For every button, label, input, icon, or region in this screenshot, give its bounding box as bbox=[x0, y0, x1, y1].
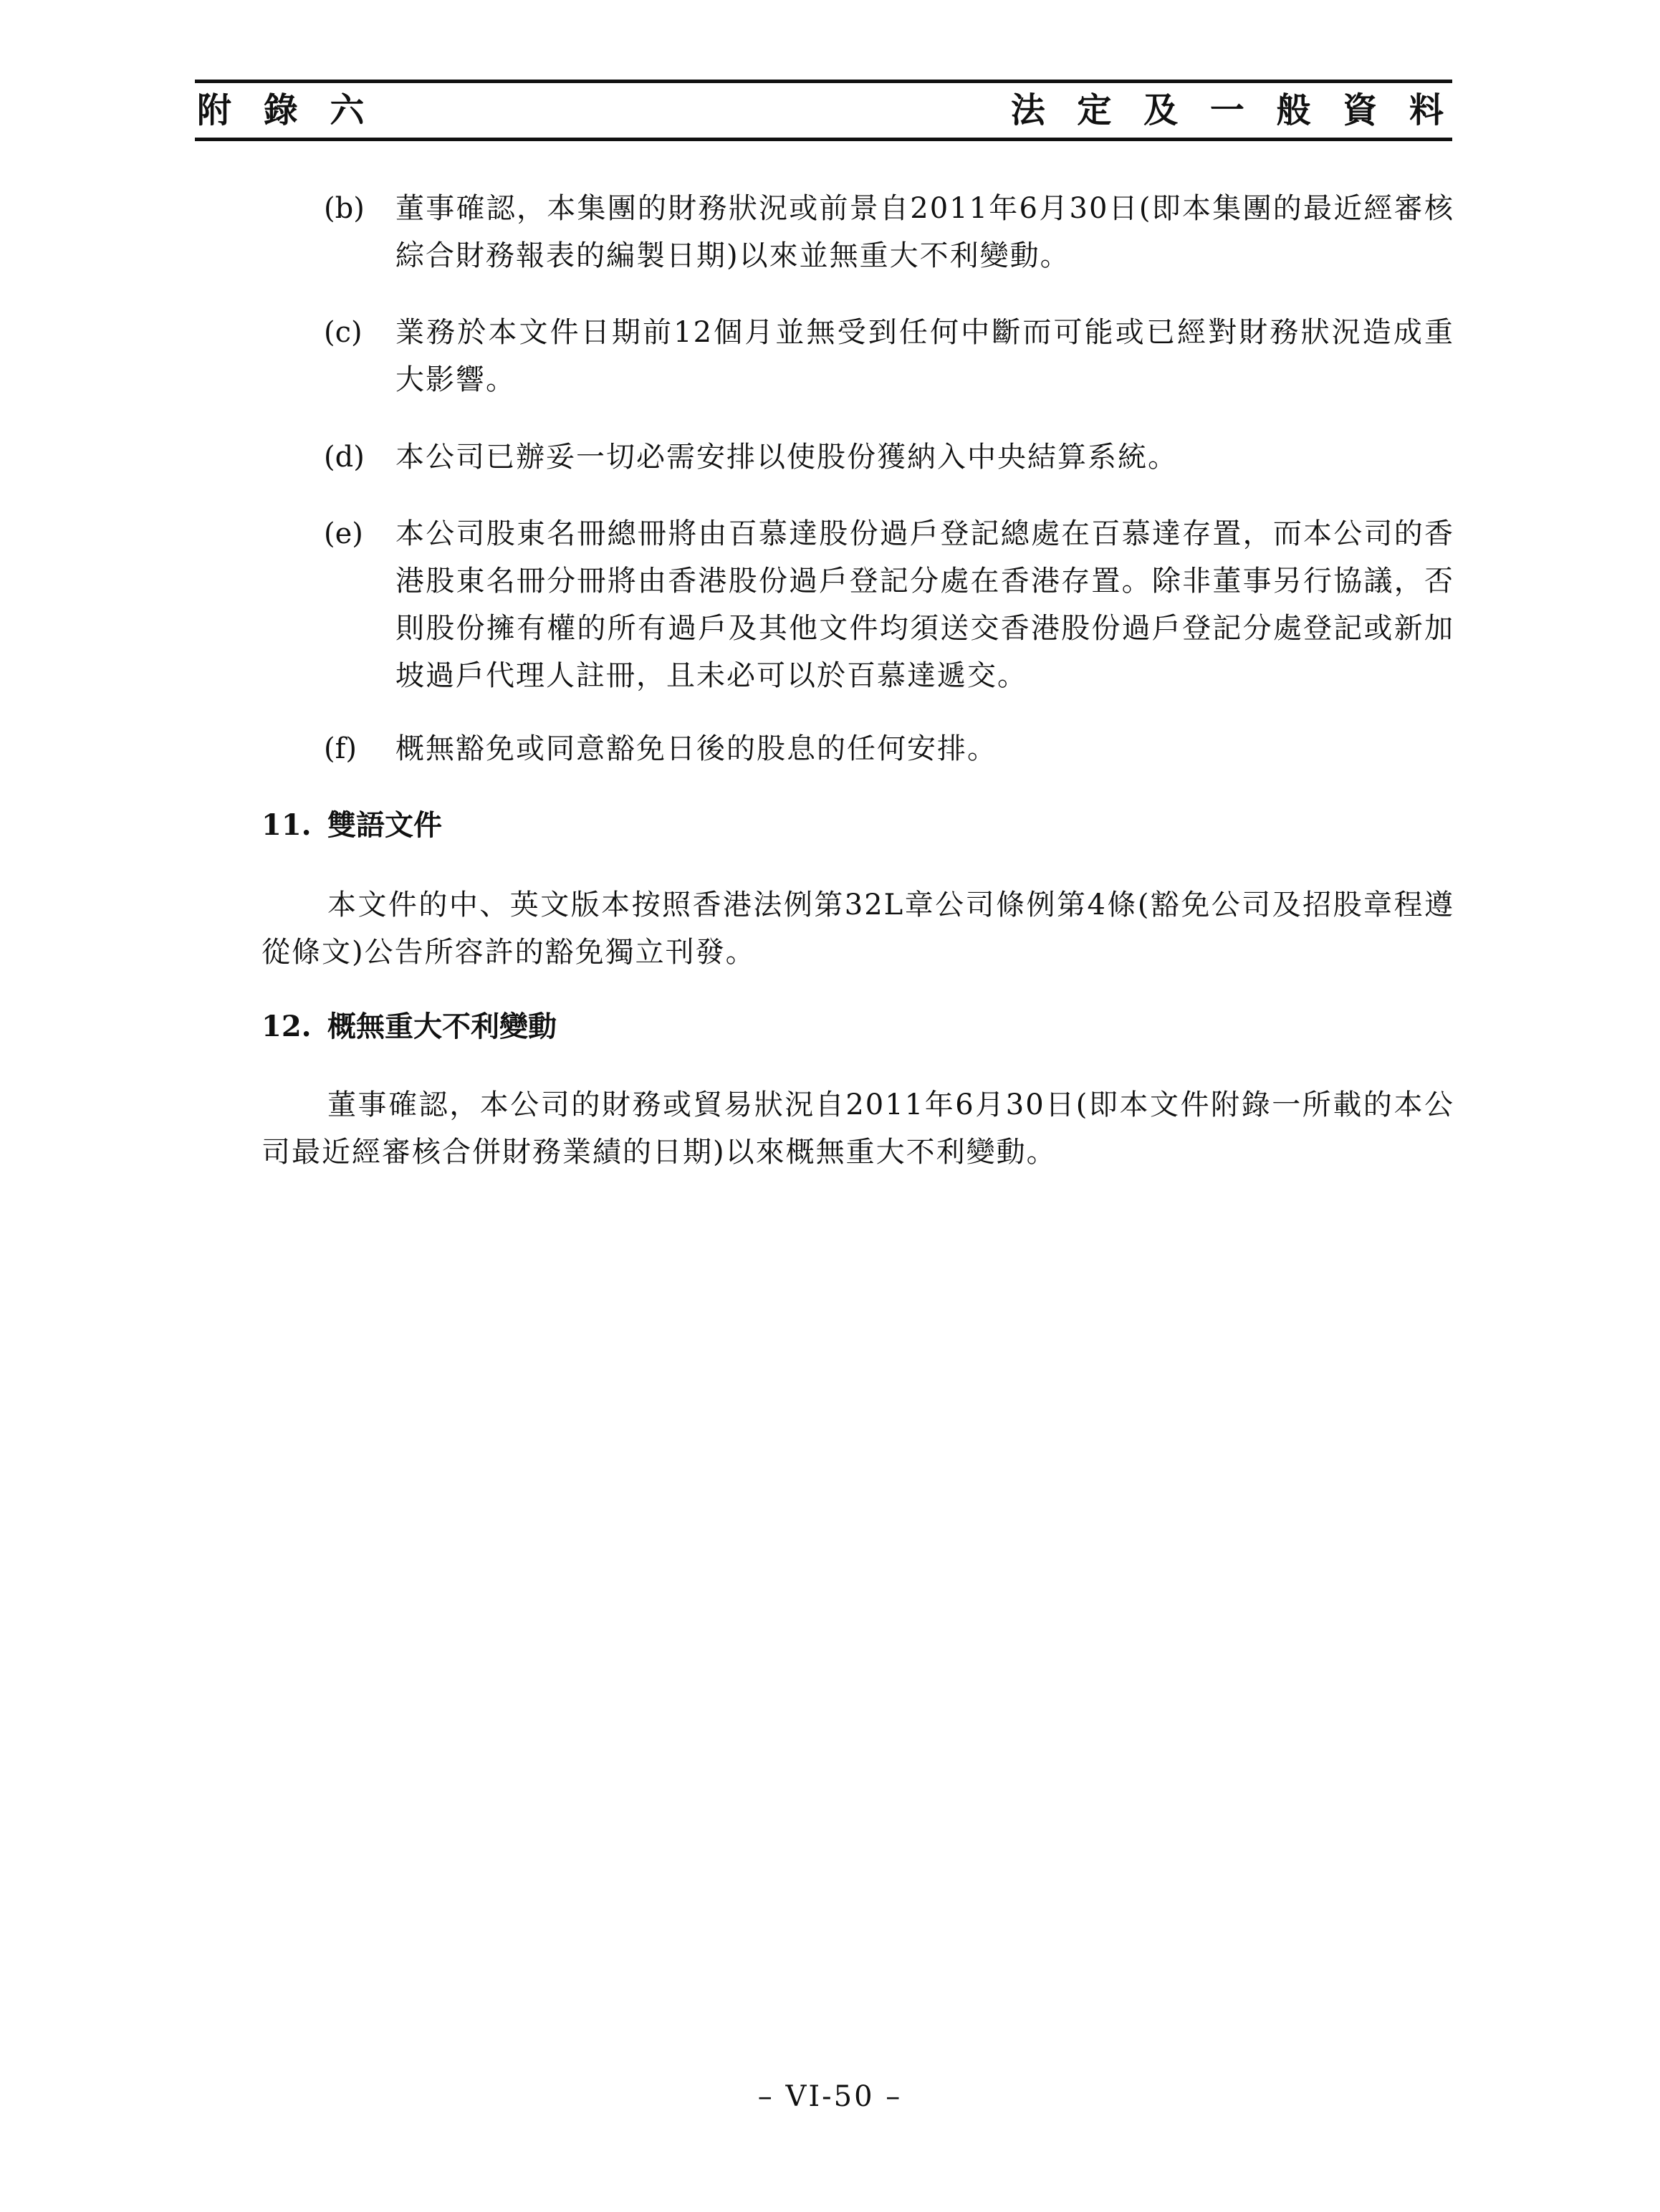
list-item-f bbox=[324, 725, 1454, 772]
header-top-rule bbox=[195, 80, 1452, 83]
appendix-title: 附 錄 六 bbox=[197, 90, 375, 130]
section-heading-text: 雙語文件 bbox=[327, 808, 442, 842]
list-item-b bbox=[324, 185, 1454, 279]
list-item-text: 本公司股東名冊總冊將由百慕達股份過戶登記總處在百慕達存置，而本公司的香港股東名冊分冊將由香港股份過戶登記分處在香港存置。除非董事另行協議，否則股份擁有權的所有過戶及其他文件均須送交香港股份過戶登記分處登記或新加坡過戶代理人註冊，且未必可以於百慕達遞交。 bbox=[395, 517, 1454, 692]
list-item-c bbox=[324, 309, 1454, 403]
list-item-d bbox=[324, 434, 1454, 481]
section-paragraph-12: 董事確認，本公司的財務或貿易狀況自2011年6月30日(即本文件附錄一所載的本公司最近經審核合併財務業績的日期)以來概無重大不利變動。 bbox=[262, 1088, 1454, 1169]
header-bottom-rule bbox=[195, 138, 1452, 141]
list-item-text: 董事確認，本集團的財務狀況或前景自2011年6月30日(即本集團的最近經審核綜合財務報表的編製日期)以來並無重大不利變動。 bbox=[395, 192, 1454, 272]
page-number: – VI-50 – bbox=[757, 2080, 903, 2113]
list-item-text: 本公司已辦妥一切必需安排以使股份獲納入中央結算系統。 bbox=[395, 441, 1178, 474]
list-item-label: (e) bbox=[324, 517, 363, 550]
section-number: 12. bbox=[262, 1010, 312, 1043]
list-item-label: (f) bbox=[324, 732, 358, 765]
section-heading-text: 概無重大不利變動 bbox=[327, 1010, 557, 1043]
section-heading-11 bbox=[262, 804, 442, 847]
list-item-text: 業務於本文件日期前12個月並無受到任何中斷而可能或已經對財務狀況造成重大影響。 bbox=[395, 316, 1454, 396]
section-title: 法 定 及 一 般 資 料 bbox=[1010, 90, 1454, 130]
list-item-label: (c) bbox=[324, 316, 363, 349]
section-number: 11. bbox=[262, 808, 312, 842]
list-item-e bbox=[324, 510, 1454, 699]
section-heading-12 bbox=[262, 1005, 557, 1048]
list-item-label: (b) bbox=[324, 192, 365, 225]
list-item-label: (d) bbox=[324, 441, 365, 474]
section-paragraph-11: 本文件的中、英文版本按照香港法例第32L章公司條例第4條(豁免公司及招股章程遵從條文)公告所容許的豁免獨立刊發。 bbox=[262, 889, 1454, 969]
list-item-text: 概無豁免或同意豁免日後的股息的任何安排。 bbox=[395, 732, 997, 765]
